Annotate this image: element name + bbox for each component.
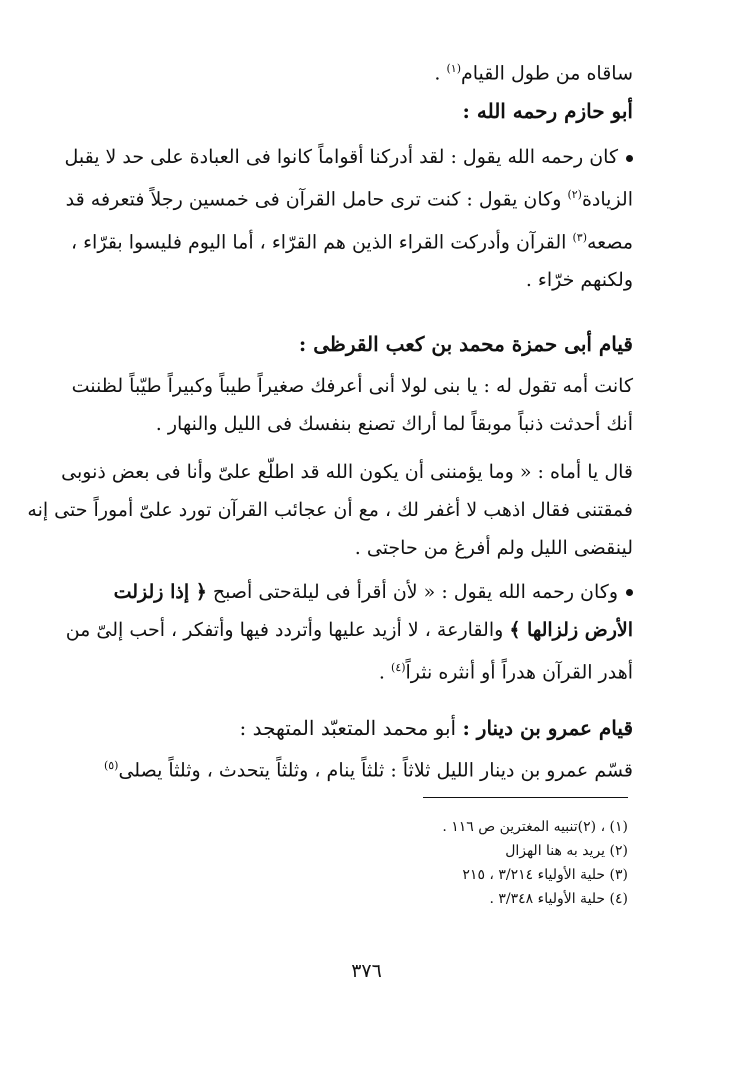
- section-heading-qurazi: قيام أبى حمزة محمد بن كعب القرظى :: [298, 331, 633, 356]
- bullet-icon: [626, 155, 633, 162]
- section-heading-amr: [103, 709, 633, 747]
- text-line: [103, 573, 633, 611]
- footnote-divider: [423, 797, 628, 798]
- text-span: قسّم عمرو بن دينار الليل ثلاثاً : ثلثاً ينام ، وثلثاً يتحدث ، وثلثاً يصلى: [118, 759, 633, 782]
- text-line: [64, 138, 633, 176]
- heading-span: أبو محمد المتعبّد المتهجد :: [239, 716, 463, 741]
- section-heading-abu-hazim: أبو حازم رحمه الله :: [462, 99, 633, 124]
- text-span: القرآن وأدركت القراء الذين هم القرّاء ، أما اليوم فليسوا بقرّاء ،: [70, 230, 573, 253]
- text-line: [103, 50, 633, 92]
- text-span: .: [434, 62, 447, 85]
- footnote-ref: (٢): [567, 188, 582, 202]
- footnote: (٢) يريد به هنا الهزال: [505, 843, 628, 859]
- text-line: ولكنهم خرّاء .: [525, 268, 633, 291]
- text-line: أنك أحدثت ذنباً موبقاً لما أراك تصنع بنفسك فى الليل والنهار .: [155, 412, 633, 435]
- footnote-ref: (٣): [572, 230, 587, 244]
- text-line: [65, 611, 633, 649]
- text-line: [70, 219, 633, 261]
- text-span: وكان يقول : كنت ترى حامل القرآن فى خمسين رجلاً فتعرفه قد: [65, 188, 568, 211]
- footnote: (٤) حلية الأولياء ٣/٣٤٨ .: [489, 891, 628, 907]
- text-span: وكان رحمه الله يقول : « لأن أقرأ فى ليلةحتى أصبح: [206, 580, 618, 603]
- text-line: فمقتنى فقال اذهب لا أغفر لك ، مع أن عجائب القرآن تورد علىّ أموراً حتى إنه: [27, 498, 633, 521]
- text-span: مصعه: [586, 230, 633, 253]
- quran-quote: الأرض زلزالها ﴾: [509, 618, 633, 641]
- text-span: والقارعة ، لا أزيد عليها وأتردد فيها وأتفكر ، أحب إلىّ من: [65, 618, 510, 641]
- page-number: ٣٧٦: [351, 960, 382, 982]
- text-line: قال يا أماه : « وما يؤمننى أن يكون الله قد اطلّع علىّ وأنا فى بعض ذنوبى: [61, 460, 633, 483]
- text-span: الزيادة: [581, 188, 633, 211]
- text-span: أهدر القرآن هدراً أو أنثره نثراً: [405, 661, 633, 684]
- text-span: .: [378, 661, 392, 684]
- main-text: [27, 50, 633, 790]
- text-span: كان رحمه الله يقول : لقد أدركنا أقواماً كانوا فى العبادة على حد لا يقبل: [64, 146, 618, 169]
- text-line: كانت أمه تقول له : يا بنى لولا أنى أعرفك صغيراً طيباً وكبيراً طيّباً لظننت: [71, 374, 633, 397]
- footnote-ref: (٥): [103, 759, 119, 773]
- text-line: [65, 176, 633, 218]
- quran-quote: ﴿ إذا زلزلت: [113, 580, 207, 603]
- text-line: لينقضى الليل ولم أفرغ من حاجتى .: [354, 536, 633, 559]
- text-line: [103, 747, 633, 789]
- bullet-icon: [626, 589, 633, 596]
- footnote: (١) ، (٢)تنبيه المغترين ص ١١٦ .: [442, 819, 628, 835]
- footnote: (٣) حلية الأولياء ٣/٢١٤ ، ٢١٥: [462, 867, 628, 883]
- footnote-ref: (٤): [391, 660, 406, 674]
- text-span: ساقاه من طول القيام: [460, 62, 633, 85]
- footnote-ref: (١): [446, 62, 461, 75]
- heading-span: قيام عمرو بن دينار :: [462, 716, 633, 741]
- text-line: [103, 649, 633, 691]
